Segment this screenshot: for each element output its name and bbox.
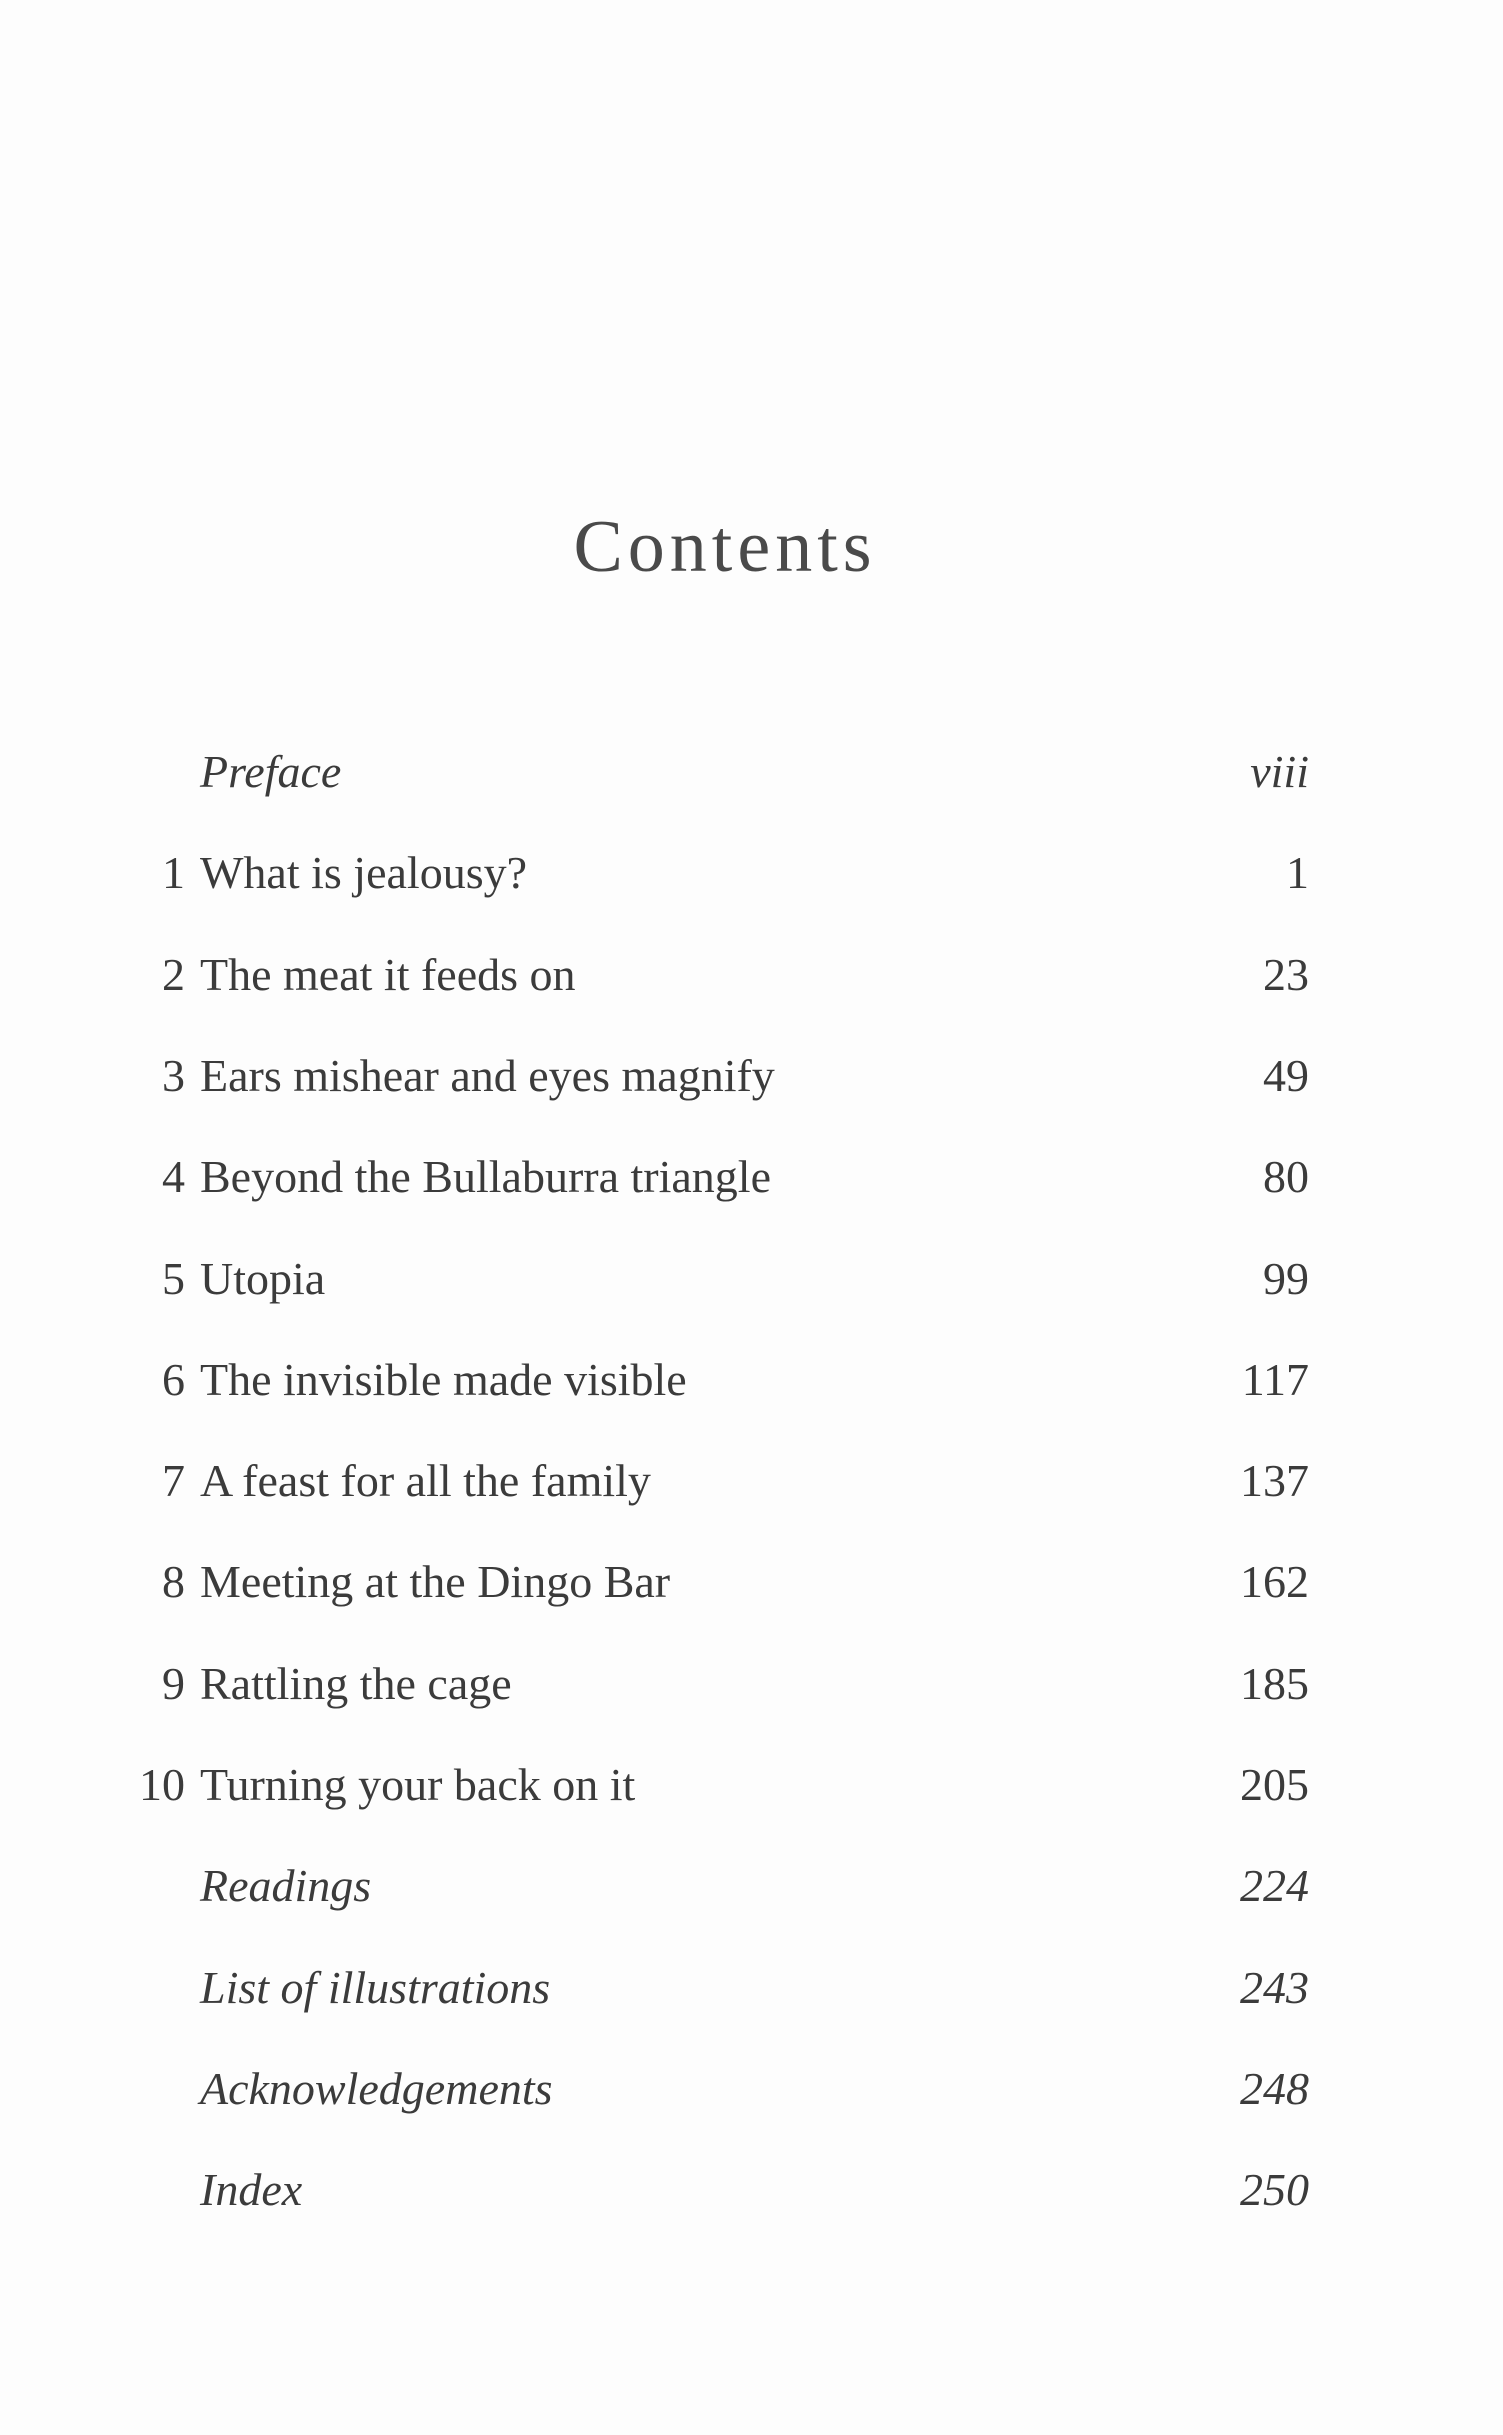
page-number: viii — [1250, 746, 1309, 797]
toc-entry — [0, 948, 1503, 1049]
chapter-number: 3 — [162, 1049, 185, 1101]
toc-entry — [0, 1555, 1503, 1656]
toc-entry — [0, 1657, 1503, 1758]
chapter-number: 9 — [162, 1657, 185, 1709]
page-title: Contents — [573, 506, 877, 588]
toc-entry — [0, 1353, 1503, 1454]
entry-title: Acknowledgements — [200, 2062, 553, 2114]
page-number: 224 — [1240, 1860, 1309, 1912]
page-number: 80 — [1263, 1151, 1309, 1203]
entry-title: Ears mishear and eyes magnify — [200, 1049, 775, 1101]
toc-entry — [0, 745, 1503, 846]
page-number: 1 — [1286, 847, 1309, 899]
page-number: 99 — [1263, 1252, 1309, 1304]
toc-entry — [0, 846, 1503, 947]
toc-entry — [0, 1454, 1503, 1555]
entry-title: The invisible made visible — [200, 1353, 687, 1405]
page-number: 162 — [1240, 1556, 1309, 1608]
page-number: 49 — [1263, 1049, 1309, 1101]
entry-title: Index — [200, 2164, 303, 2216]
page-number: 250 — [1240, 2164, 1309, 2216]
entry-title: A feast for all the family — [200, 1455, 651, 1507]
entry-title: Preface — [200, 746, 342, 797]
toc-entry — [0, 1252, 1503, 1353]
entry-title: What is jealousy? — [200, 847, 528, 899]
entry-title: Turning your back on it — [200, 1759, 636, 1810]
entry-title: Utopia — [200, 1252, 326, 1304]
toc-entry — [0, 1758, 1503, 1859]
chapter-number: 5 — [162, 1252, 185, 1304]
page-number: 117 — [1241, 1353, 1309, 1405]
page-number: 205 — [1240, 1759, 1309, 1810]
chapter-number: 4 — [162, 1151, 185, 1203]
toc-entry — [0, 1961, 1503, 2062]
toc-entry — [0, 1150, 1503, 1251]
entry-title: Readings — [200, 1860, 372, 1912]
toc-entry — [0, 1859, 1503, 1960]
page-number: 243 — [1240, 1961, 1309, 2013]
chapter-number: 1 — [162, 847, 185, 899]
entry-title: Rattling the cage — [200, 1657, 512, 1709]
toc-entry — [0, 2163, 1503, 2264]
chapter-number: 10 — [139, 1759, 185, 1810]
entry-title: Beyond the Bullaburra triangle — [200, 1151, 772, 1203]
chapter-number: 7 — [162, 1455, 185, 1507]
toc-entry — [0, 2062, 1503, 2163]
page-number: 23 — [1263, 948, 1309, 1000]
chapter-number: 6 — [162, 1353, 185, 1405]
entry-title: List of illustrations — [200, 1961, 551, 2013]
entry-title: The meat it feeds on — [200, 948, 576, 1000]
page-number: 248 — [1240, 2062, 1309, 2114]
chapter-number: 8 — [162, 1556, 185, 1608]
toc-entry — [0, 1049, 1503, 1150]
page-number: 185 — [1240, 1657, 1309, 1709]
entry-title: Meeting at the Dingo Bar — [200, 1556, 671, 1608]
page-number: 137 — [1240, 1455, 1309, 1507]
chapter-number: 2 — [162, 948, 185, 1000]
